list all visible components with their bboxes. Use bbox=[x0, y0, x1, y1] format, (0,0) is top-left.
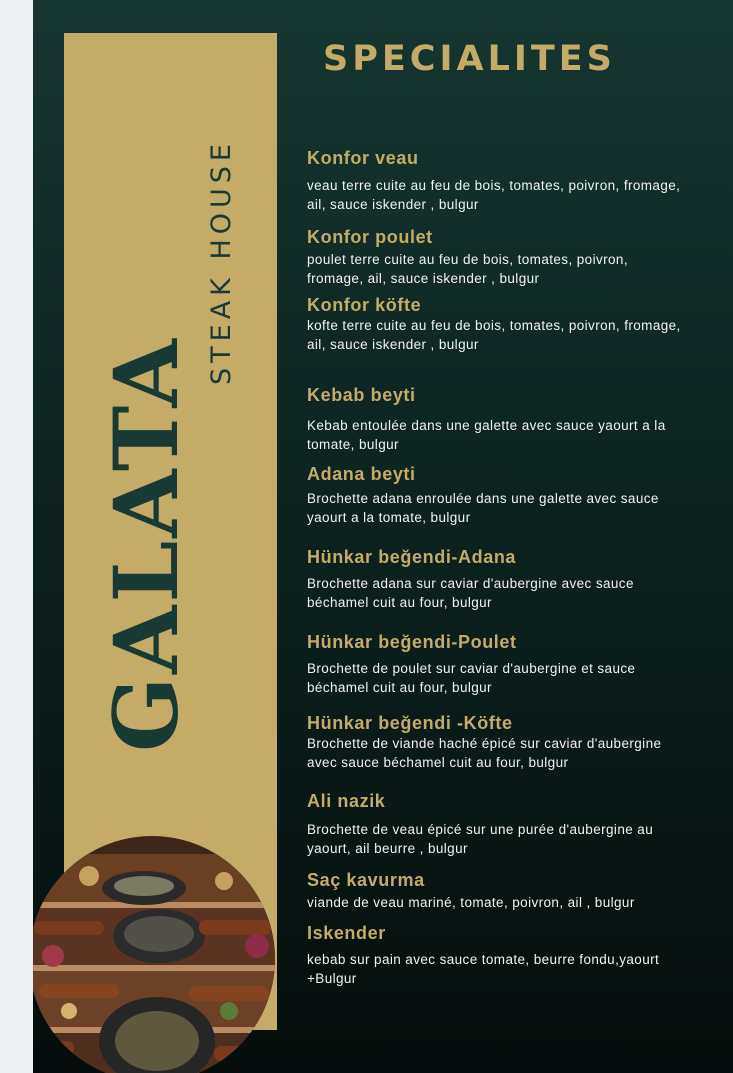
grilled-platter-image bbox=[33, 836, 275, 1073]
menu-item-name: Konfor veau bbox=[307, 148, 419, 168]
menu-item-name: Hünkar beğendi -Köfte bbox=[307, 713, 513, 733]
menu-item-description: veau terre cuite au feu de bois, tomates, poivron, fromage, ail, sauce iskender , bulgur bbox=[307, 178, 681, 213]
menu-item-name: Hünkar beğendi-Poulet bbox=[307, 632, 517, 652]
menu-item-name: Konfor köfte bbox=[307, 295, 422, 315]
menu-item-description: kebab sur pain avec sauce tomate, beurre fondu,yaourt +Bulgur bbox=[307, 952, 660, 987]
menu-item-description: poulet terre cuite au feu de bois, tomates, poivron, fromage, ail, sauce iskender , bulgur bbox=[307, 252, 628, 287]
section-title: SPECIALITES bbox=[323, 39, 616, 79]
menu-item-description: Brochette de veau épicé sur une purée d'aubergine au yaourt, ail beurre , bulgur bbox=[307, 822, 654, 857]
menu-item-name: Kebab beyti bbox=[307, 385, 416, 405]
menu-item-name: Hünkar beğendi-Adana bbox=[307, 547, 517, 567]
menu-item-description: Brochette de viande haché épicé sur caviar d'aubergine avec sauce béchamel cuit au four, bulgur bbox=[307, 736, 662, 771]
menu-item-description: Brochette de poulet sur caviar d'aubergine et sauce béchamel cuit au four, bulgur bbox=[307, 661, 636, 696]
food-photo bbox=[33, 836, 275, 1073]
menu-item-description: kofte terre cuite au feu de bois, tomates, poivron, fromage, ail, sauce iskender , bulgur bbox=[307, 318, 681, 353]
menu-item-description: viande de veau mariné, tomate, poivron, ail , bulgur bbox=[307, 895, 635, 910]
menu-item-name: Adana beyti bbox=[307, 464, 416, 484]
menu-page bbox=[33, 0, 733, 1073]
menu-item-description: Brochette adana sur caviar d'aubergine avec sauce béchamel cuit au four, bulgur bbox=[307, 576, 634, 611]
menu-item-name: Konfor poulet bbox=[307, 227, 433, 247]
menu-item-name: Ali nazik bbox=[307, 791, 386, 811]
brand-name: GALATA bbox=[94, 336, 198, 752]
menu-item-description: Kebab entoulée dans une galette avec sauce yaourt a la tomate, bulgur bbox=[307, 418, 666, 453]
brand-tagline: STEAK HOUSE bbox=[206, 139, 237, 385]
menu-item-name: Saç kavurma bbox=[307, 870, 425, 890]
menu-item-name: Iskender bbox=[307, 923, 386, 943]
menu-item-description: Brochette adana enroulée dans une galette avec sauce yaourt a la tomate, bulgur bbox=[307, 491, 659, 526]
